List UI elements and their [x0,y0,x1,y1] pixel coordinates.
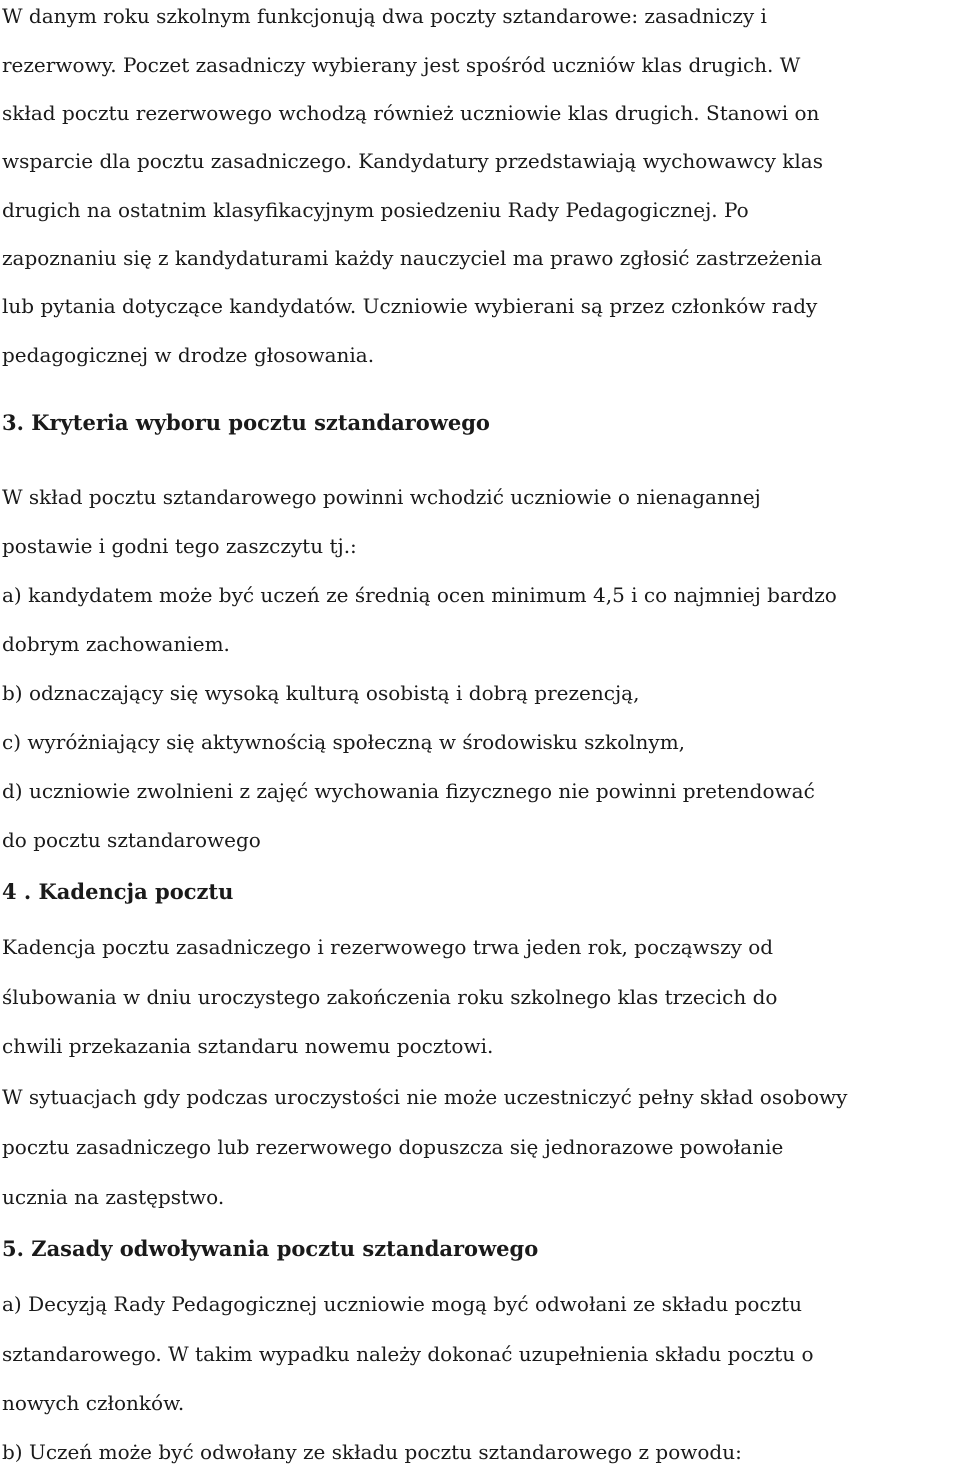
paragraph-line: skład pocztu rezerwowego wchodzą również uczniowie klas drugich. Stanowi on [2,101,820,125]
paragraph-line: chwili przekazania sztandaru nowemu pocztowi. [2,1034,494,1058]
paragraph-line: rezerwowy. Poczet zasadniczy wybierany jest spośród uczniów klas drugich. W [2,53,801,77]
paragraph-line: lub pytania dotyczące kandydatów. Uczniowie wybierani są przez członków rady [2,294,818,318]
list-item-line: b) Uczeń może być odwołany ze składu pocztu sztandarowego z powodu: [2,1440,742,1464]
list-item-line: c) wyróżniający się aktywnością społeczną w środowisku szkolnym, [2,730,686,754]
paragraph-line: pedagogicznej w drodze głosowania. [2,343,375,367]
section-heading: 4 . Kadencja pocztu [2,879,234,904]
list-item-line: a) kandydatem może być uczeń ze średnią ocen minimum 4,5 i co najmniej bardzo [2,583,837,607]
paragraph-line: Kadencja pocztu zasadniczego i rezerwowego trwa jeden rok, począwszy od [2,935,774,959]
list-item-line: b) odznaczający się wysoką kulturą osobistą i dobrą prezencją, [2,681,640,705]
paragraph-line: ucznia na zastępstwo. [2,1185,225,1209]
paragraph-line: W danym roku szkolnym funkcjonują dwa poczty sztandarowe: zasadniczy i [2,4,767,28]
paragraph-line: wsparcie dla pocztu zasadniczego. Kandydatury przedstawiają wychowawcy klas [2,149,823,173]
paragraph-line: drugich na ostatnim klasyfikacyjnym posiedzeniu Rady Pedagogicznej. Po [2,198,749,222]
list-item-line: nowych członków. [2,1391,185,1415]
list-item-line: a) Decyzją Rady Pedagogicznej uczniowie mogą być odwołani ze składu pocztu [2,1292,803,1316]
list-item-line: d) uczniowie zwolnieni z zajęć wychowania fizycznego nie powinni pretendować [2,779,815,803]
paragraph-line: zapoznaniu się z kandydaturami każdy nauczyciel ma prawo zgłosić zastrzeżenia [2,246,823,270]
paragraph-line: W sytuacjach gdy podczas uroczystości nie może uczestniczyć pełny skład osobowy [2,1085,848,1109]
list-item-line: sztandarowego. W takim wypadku należy dokonać uzupełnienia składu pocztu o [2,1342,814,1366]
paragraph-line: pocztu zasadniczego lub rezerwowego dopuszcza się jednorazowe powołanie [2,1135,784,1159]
paragraph-line: W skład pocztu sztandarowego powinni wchodzić uczniowie o nienagannej [2,485,761,509]
list-item-line: dobrym zachowaniem. [2,632,230,656]
paragraph-line: postawie i godni tego zaszczytu tj.: [2,534,357,558]
section-heading: 5. Zasady odwoływania pocztu sztandarowego [2,1236,539,1261]
section-heading: 3. Kryteria wyboru pocztu sztandarowego [2,410,490,435]
paragraph-line: ślubowania w dniu uroczystego zakończenia roku szkolnego klas trzecich do [2,985,778,1009]
list-item-line: do pocztu sztandarowego [2,828,261,852]
